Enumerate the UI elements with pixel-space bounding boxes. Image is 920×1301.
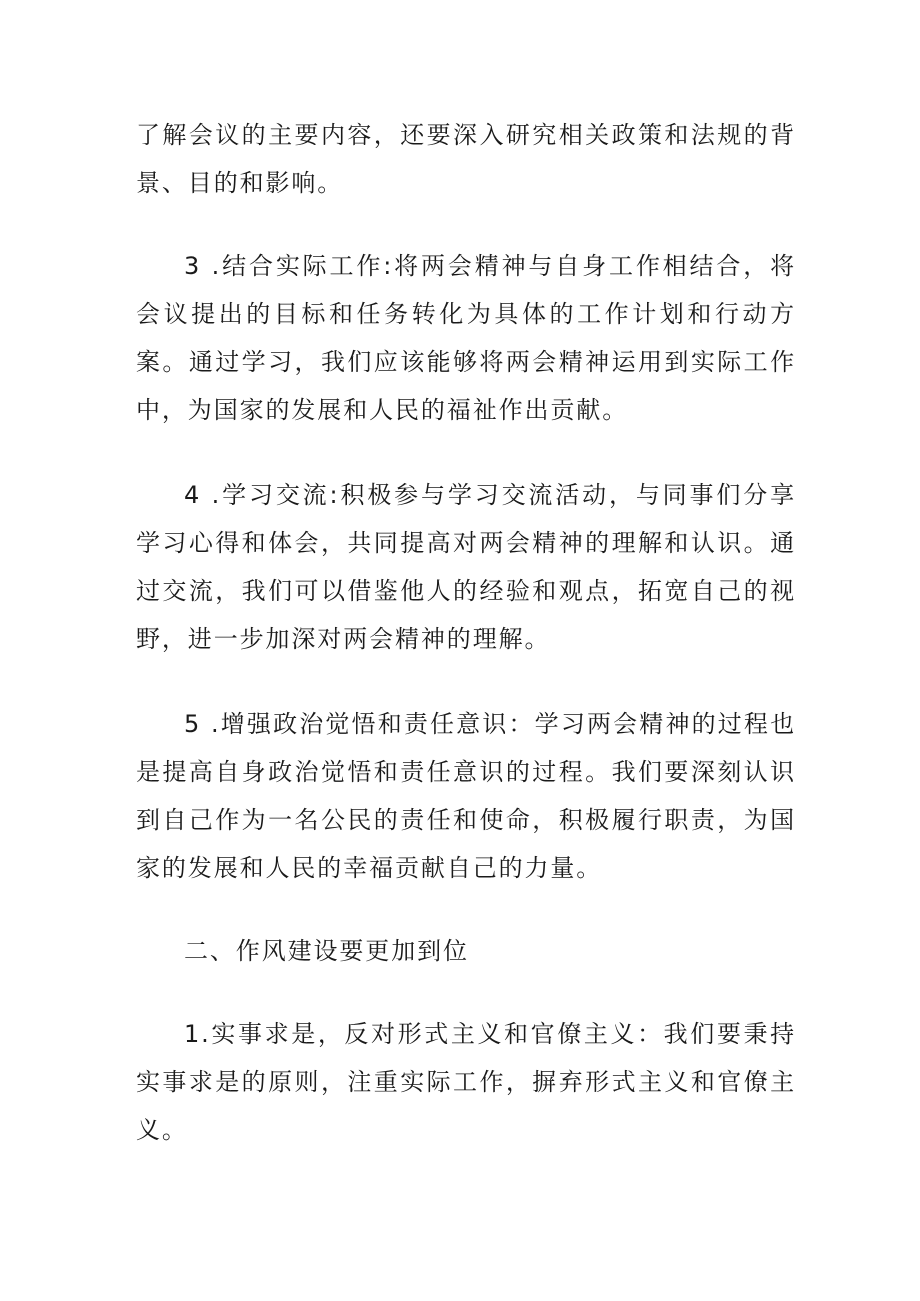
paragraph-item-3: 3 .结合实际工作:将两会精神与自身工作相结合，将会议提出的目标和任务转化为具体的工作计划和行动方案。通过学习，我们应该能够将两会精神运用到实际工作中，为国家的发展和人民的福祉作出贡献。 — [136, 252, 796, 424]
paragraph-continuation: 了解会议的主要内容，还要深入研究相关政策和法规的背景、目的和影响。 — [136, 121, 796, 197]
paragraph-item-1: 1.实事求是，反对形式主义和官僚主义：我们要秉持实事求是的原则，注重实际工作，摒弃形式主义和官僚主义。 — [136, 1020, 796, 1144]
section-heading: 二、作风建设要更加到位 — [184, 937, 469, 965]
paragraph-item-4: 4 .学习交流:积极参与学习交流活动，与同事们分享学习心得和体会，共同提高对两会精神的理解和认识。通过交流，我们可以借鉴他人的经验和观点，拓宽自己的视野，进一步加深对两会精神的理解。 — [136, 481, 796, 653]
paragraph-item-5: 5 .增强政治觉悟和责任意识：学习两会精神的过程也是提高自身政治觉悟和责任意识的过程。我们要深刻认识到自己作为一名公民的责任和使命，积极履行职责，为国家的发展和人民的幸福贡献自己的力量。 — [136, 710, 796, 882]
